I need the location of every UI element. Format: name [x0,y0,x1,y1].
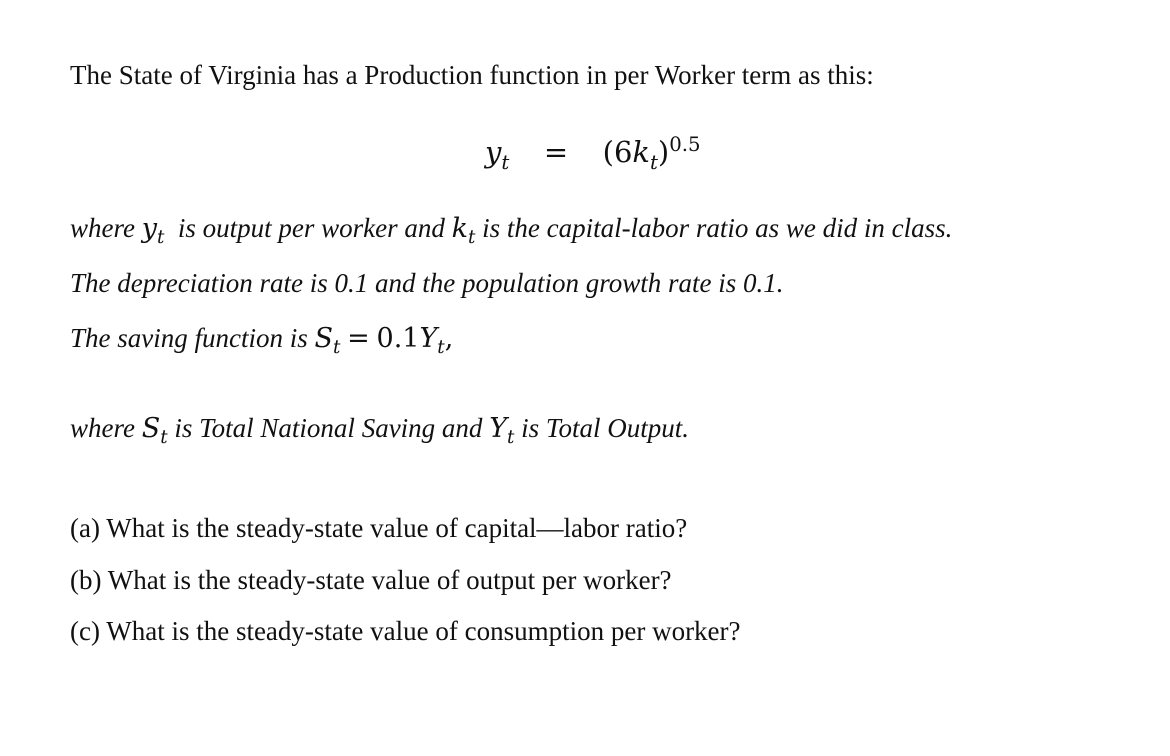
eq-equals: = [543,135,569,169]
saving-punct: , [444,323,454,354]
eq-lhs-sub: t [501,150,510,174]
saving-y-sub: t [437,337,445,359]
saving-s-var: S [314,323,333,354]
eq-exponent: 0.5 [669,133,701,157]
eq-rhs-var: k [632,135,650,169]
saving-s-sub: t [333,337,341,359]
saving-function-line [70,323,454,359]
where1-mid: is output per worker and [177,213,445,243]
where1-y-var: y [141,213,157,244]
depreciation-text: The depreciation rate is 0.1 and the population growth rate is 0.1. [70,268,784,298]
where1-k-var: k [451,213,469,244]
eq-lhs-var: y [485,135,502,169]
production-equation [485,133,701,174]
question-b: (b) What is the steady-state value of output per worker? [70,565,672,595]
where2-end: is Total Output. [521,413,689,443]
where2-s-sub: t [160,427,168,449]
saving-y-var: Y [419,323,438,354]
where1-y-sub: t [157,227,165,249]
eq-rhs-open: (6 [602,135,633,169]
saving-coef: 0.1 [376,323,420,354]
where2-s-var: S [141,413,161,444]
where2-word: where [70,413,135,443]
where1-end: is the capital-labor ratio as we did in class. [482,213,953,243]
where2-y-var: Y [489,413,508,444]
eq-rhs-close: ) [657,135,670,169]
where-saving-line [70,413,689,449]
where2-y-sub: t [507,427,515,449]
where2-mid: is Total National Saving and [174,413,483,443]
intro-text: The State of Virginia has a Production function in per Worker term as this: [70,60,874,90]
question-c: (c) What is the steady-state value of consumption per worker? [70,616,741,646]
where1-word: where [70,213,135,243]
saving-equals: = [347,323,370,354]
saving-text: The saving function is [70,323,308,353]
eq-rhs-sub: t [649,150,658,174]
where1-k-sub: t [468,227,476,249]
where-output-line [70,213,953,249]
question-a: (a) What is the steady-state value of capital—labor ratio? [70,513,688,543]
